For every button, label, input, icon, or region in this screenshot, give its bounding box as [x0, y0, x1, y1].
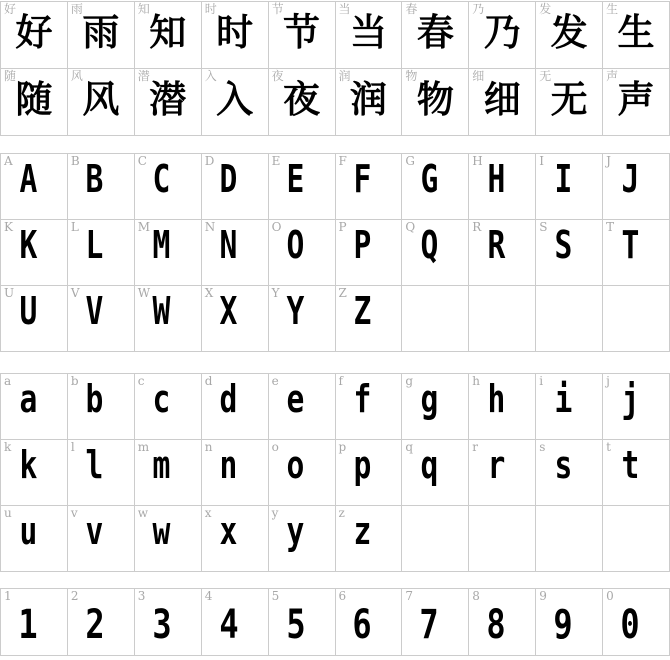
glyph-cell — [269, 374, 336, 440]
cell-label: 细 — [472, 69, 485, 83]
cell-label: W — [137, 286, 151, 300]
cell-glyph: g — [420, 377, 439, 421]
cell-glyph: 1 — [18, 602, 38, 648]
cell-label: 好 — [4, 2, 17, 16]
lowercase-grid — [0, 373, 670, 572]
cell-glyph: p — [353, 443, 372, 487]
cell-glyph: F — [353, 157, 372, 201]
cell-label: 随 — [4, 69, 17, 83]
glyph-cell — [336, 154, 403, 220]
glyph-cell-empty — [402, 506, 469, 572]
cell-glyph: 8 — [486, 602, 506, 648]
cell-glyph: A — [19, 157, 37, 201]
cell-glyph: 2 — [85, 602, 105, 648]
cell-glyph: l — [85, 443, 104, 487]
cell-label: S — [539, 220, 548, 234]
glyph-cell — [68, 69, 135, 136]
cell-label: v — [70, 506, 78, 520]
glyph-cell — [336, 286, 403, 352]
glyph-cell — [469, 220, 536, 286]
glyph-cell — [603, 589, 670, 656]
cell-glyph: R — [487, 223, 506, 267]
cell-label: x — [204, 506, 212, 520]
glyph-cell — [336, 506, 403, 572]
cell-glyph: 夜 — [283, 78, 321, 121]
cell-glyph: d — [219, 377, 238, 421]
cell-label: 7 — [405, 589, 414, 603]
cell-label: H — [472, 154, 483, 168]
glyph-cell — [202, 286, 269, 352]
cell-label: L — [70, 220, 79, 234]
cell-glyph: D — [219, 157, 238, 201]
cell-label: m — [137, 440, 150, 454]
cell-label: V — [70, 286, 80, 300]
cell-glyph: 5 — [285, 602, 306, 648]
cell-glyph: V — [85, 289, 104, 333]
glyph-cell — [135, 374, 202, 440]
glyph-cell — [68, 220, 135, 286]
cell-glyph: P — [353, 223, 372, 267]
cell-label: j — [606, 374, 610, 388]
glyph-cell — [402, 2, 469, 69]
cell-label: 节 — [271, 2, 284, 16]
glyph-cell — [202, 506, 269, 572]
cell-label: g — [405, 374, 414, 388]
glyph-cell — [336, 589, 403, 656]
cell-glyph: o — [286, 443, 305, 487]
glyph-cell — [469, 440, 536, 506]
cell-glyph: H — [487, 157, 506, 201]
glyph-cell — [469, 154, 536, 220]
cell-glyph: 发 — [550, 11, 588, 54]
glyph-cell — [336, 220, 403, 286]
glyph-cell-empty — [402, 286, 469, 352]
cell-glyph: 0 — [620, 602, 640, 648]
cell-glyph: s — [554, 443, 573, 487]
cell-glyph: E — [286, 157, 305, 201]
cell-label: T — [606, 220, 615, 234]
cell-glyph: b — [85, 377, 104, 421]
glyph-cell-empty — [469, 506, 536, 572]
cell-label: h — [472, 374, 481, 388]
cell-label: 2 — [70, 589, 79, 603]
glyph-cell — [336, 374, 403, 440]
cell-label: 入 — [204, 69, 217, 83]
glyph-cell-empty — [536, 506, 603, 572]
glyph-cell — [269, 2, 336, 69]
glyph-cell — [68, 506, 135, 572]
glyph-cell-empty — [469, 286, 536, 352]
cell-glyph: y — [286, 509, 305, 553]
glyph-cell — [1, 220, 68, 286]
cell-glyph: 无 — [550, 78, 588, 121]
glyph-cell — [469, 374, 536, 440]
cell-glyph: T — [621, 223, 639, 267]
glyph-cell — [1, 69, 68, 136]
cell-glyph: W — [152, 289, 171, 333]
cell-glyph: I — [554, 157, 573, 201]
cell-glyph: B — [85, 157, 104, 201]
glyph-cell — [68, 154, 135, 220]
glyph-cell — [603, 154, 670, 220]
cell-label: Y — [271, 286, 280, 300]
glyph-cell — [202, 589, 269, 656]
cell-label: M — [137, 220, 151, 234]
cell-glyph: Z — [353, 289, 372, 333]
cell-label: z — [338, 506, 345, 520]
cell-glyph: j — [621, 377, 639, 421]
cell-label: 物 — [405, 69, 418, 83]
glyph-cell — [68, 440, 135, 506]
cell-glyph: 随 — [15, 78, 53, 121]
glyph-cell — [536, 69, 603, 136]
cell-glyph: 9 — [553, 602, 573, 648]
glyph-cell — [269, 440, 336, 506]
cell-label: E — [271, 154, 281, 168]
cell-label: R — [472, 220, 482, 234]
cell-label: c — [137, 374, 145, 388]
cell-label: 无 — [539, 69, 552, 83]
cell-glyph: 当 — [349, 11, 387, 54]
cell-label: 雨 — [70, 2, 83, 16]
glyph-cell-empty — [603, 286, 670, 352]
glyph-cell — [269, 220, 336, 286]
cell-glyph: U — [19, 289, 37, 333]
glyph-cell — [402, 440, 469, 506]
cell-glyph: 6 — [352, 602, 373, 648]
cell-label: J — [606, 154, 611, 168]
cell-glyph: h — [487, 377, 506, 421]
glyph-cell — [68, 589, 135, 656]
cell-label: i — [539, 374, 544, 388]
cell-label: s — [539, 440, 546, 454]
glyph-cell — [68, 286, 135, 352]
cell-glyph: 风 — [82, 78, 120, 121]
cell-glyph: C — [152, 157, 171, 201]
cell-glyph: O — [286, 223, 305, 267]
glyph-cell — [269, 286, 336, 352]
cell-glyph: w — [152, 509, 171, 553]
glyph-cell — [135, 589, 202, 656]
cell-label: 时 — [204, 2, 217, 16]
cell-glyph: 潜 — [149, 78, 187, 121]
cell-label: F — [338, 154, 347, 168]
cell-glyph: 声 — [617, 78, 655, 121]
cell-glyph: 润 — [349, 78, 387, 121]
cell-label: k — [4, 440, 12, 454]
cell-label: r — [472, 440, 479, 454]
cell-glyph: 时 — [216, 11, 254, 54]
cell-glyph: G — [420, 157, 439, 201]
glyph-cell — [269, 506, 336, 572]
glyph-cell — [135, 220, 202, 286]
glyph-cell — [68, 374, 135, 440]
cell-label: K — [4, 220, 13, 234]
glyph-cell — [336, 2, 403, 69]
glyph-cell — [68, 2, 135, 69]
cell-label: 发 — [539, 2, 552, 16]
glyph-cell — [202, 2, 269, 69]
cell-glyph: q — [420, 443, 439, 487]
cell-glyph: 生 — [617, 11, 655, 54]
cell-label: y — [271, 506, 279, 520]
cell-glyph: 4 — [219, 602, 239, 648]
cell-label: 9 — [539, 589, 547, 603]
cell-glyph: t — [621, 443, 639, 487]
glyph-cell — [1, 440, 68, 506]
glyph-cell — [202, 69, 269, 136]
glyph-cell — [469, 69, 536, 136]
cell-glyph: 7 — [419, 602, 439, 648]
glyph-cell — [269, 69, 336, 136]
glyph-cell — [135, 286, 202, 352]
cell-label: w — [137, 506, 149, 520]
glyph-cell — [1, 2, 68, 69]
cell-glyph: v — [85, 509, 104, 553]
cell-glyph: N — [219, 223, 238, 267]
glyph-cell-empty — [536, 286, 603, 352]
glyph-cell — [469, 2, 536, 69]
cell-label: p — [338, 440, 347, 454]
glyph-cell — [1, 286, 68, 352]
glyph-cell — [336, 440, 403, 506]
cell-glyph: i — [554, 377, 573, 421]
cell-glyph: z — [353, 509, 372, 553]
uppercase-grid — [0, 153, 670, 352]
glyph-cell — [536, 154, 603, 220]
cell-glyph: 春 — [416, 11, 454, 54]
cell-glyph: x — [219, 509, 238, 553]
glyph-cell — [536, 374, 603, 440]
cell-glyph: M — [152, 223, 171, 267]
glyph-cell — [135, 69, 202, 136]
cell-glyph: L — [85, 223, 104, 267]
glyph-cell — [402, 220, 469, 286]
cell-label: G — [405, 154, 415, 168]
cell-label: X — [204, 286, 214, 300]
glyph-cell-empty — [603, 506, 670, 572]
glyph-cell — [536, 220, 603, 286]
cell-label: D — [204, 154, 215, 168]
glyph-cell — [135, 154, 202, 220]
cell-label: 当 — [338, 2, 351, 16]
glyph-cell — [269, 154, 336, 220]
glyph-cell — [603, 374, 670, 440]
cell-label: 潜 — [137, 69, 150, 83]
cell-label: 4 — [204, 589, 213, 603]
glyph-cell — [202, 440, 269, 506]
cell-label: 风 — [70, 69, 83, 83]
cell-glyph: 乃 — [483, 11, 521, 54]
glyph-cell — [536, 2, 603, 69]
glyph-cell — [536, 440, 603, 506]
glyph-cell — [402, 589, 469, 656]
glyph-cell — [1, 154, 68, 220]
glyph-cell — [202, 154, 269, 220]
cell-glyph: 知 — [149, 11, 187, 54]
cell-glyph: Q — [420, 223, 439, 267]
cell-glyph: r — [487, 443, 506, 487]
cell-glyph: e — [286, 377, 305, 421]
glyph-cell — [135, 2, 202, 69]
cell-glyph: c — [152, 377, 171, 421]
cell-glyph: 入 — [216, 78, 254, 121]
glyph-cell — [603, 69, 670, 136]
cell-label: P — [338, 220, 347, 234]
cell-glyph: a — [19, 377, 37, 421]
cell-label: t — [606, 440, 611, 454]
glyph-cell — [402, 69, 469, 136]
cell-glyph: 好 — [15, 11, 53, 54]
cell-label: I — [539, 154, 544, 168]
cell-label: d — [204, 374, 213, 388]
glyph-cell — [269, 589, 336, 656]
cell-label: b — [70, 374, 79, 388]
cell-label: 春 — [405, 2, 418, 16]
cell-label: 5 — [271, 589, 280, 603]
cell-label: 1 — [4, 589, 12, 603]
glyph-cell — [135, 506, 202, 572]
cell-glyph: 细 — [483, 78, 521, 121]
glyph-cell — [1, 589, 68, 656]
cell-label: N — [204, 220, 216, 234]
cell-label: l — [70, 440, 75, 454]
cell-label: U — [4, 286, 15, 300]
glyph-cell — [603, 220, 670, 286]
cell-label: 声 — [606, 69, 619, 83]
cell-label: 夜 — [271, 69, 284, 83]
cell-glyph: u — [19, 509, 37, 553]
glyph-cell — [135, 440, 202, 506]
cell-label: B — [70, 154, 80, 168]
cell-glyph: k — [19, 443, 37, 487]
cell-label: 润 — [338, 69, 351, 83]
digits-grid — [0, 588, 670, 656]
cell-label: A — [4, 154, 13, 168]
cell-label: 知 — [137, 2, 150, 16]
glyph-cell — [536, 589, 603, 656]
cell-label: 6 — [338, 589, 347, 603]
cell-label: a — [4, 374, 12, 388]
glyph-cell — [402, 374, 469, 440]
glyph-cell — [202, 220, 269, 286]
cell-label: 3 — [137, 589, 146, 603]
cell-glyph: m — [152, 443, 171, 487]
cell-glyph: X — [219, 289, 238, 333]
cell-label: q — [405, 440, 414, 454]
glyph-cell — [469, 589, 536, 656]
cell-glyph: 雨 — [82, 11, 120, 54]
glyph-cell — [402, 154, 469, 220]
cell-label: u — [4, 506, 12, 520]
glyph-cell — [603, 2, 670, 69]
cell-label: Q — [405, 220, 416, 234]
cell-glyph: 3 — [152, 602, 172, 648]
glyph-cell — [336, 69, 403, 136]
cell-label: e — [271, 374, 279, 388]
hanzi-preview-grid — [0, 1, 670, 136]
cell-label: 生 — [606, 2, 619, 16]
cell-label: 0 — [606, 589, 614, 603]
glyph-cell — [1, 374, 68, 440]
cell-label: n — [204, 440, 213, 454]
cell-glyph: Y — [286, 289, 305, 333]
cell-label: Z — [338, 286, 347, 300]
cell-label: O — [271, 220, 282, 234]
cell-label: 8 — [472, 589, 480, 603]
cell-label: f — [338, 374, 343, 388]
cell-glyph: f — [353, 377, 372, 421]
cell-label: 乃 — [472, 2, 485, 16]
cell-glyph: S — [554, 223, 573, 267]
glyph-cell — [603, 440, 670, 506]
cell-label: C — [137, 154, 147, 168]
cell-glyph: K — [19, 223, 37, 267]
cell-label: o — [271, 440, 279, 454]
cell-glyph: J — [621, 157, 639, 201]
cell-glyph: 物 — [416, 78, 454, 121]
cell-glyph: 节 — [283, 11, 321, 54]
cell-glyph: n — [219, 443, 238, 487]
glyph-cell — [202, 374, 269, 440]
glyph-cell — [1, 506, 68, 572]
